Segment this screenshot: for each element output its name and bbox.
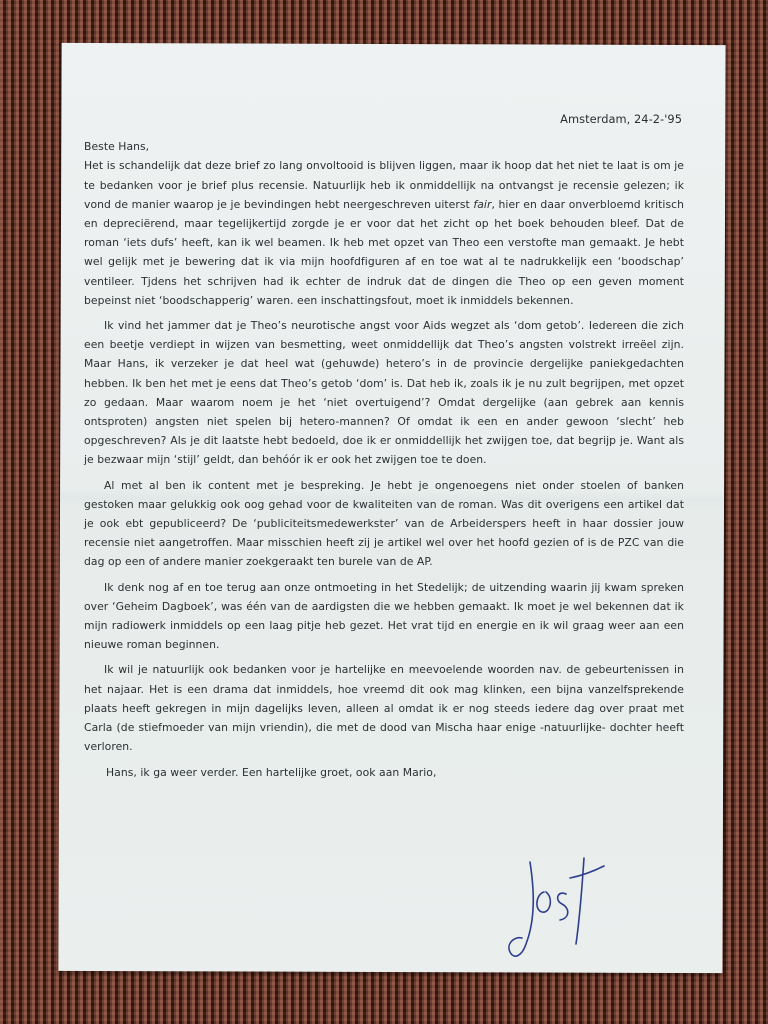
handwritten-signature: [500, 848, 610, 968]
paragraph-1-part-b: , hier en daar onverbloemd kritisch en depreciërend, maar tegelijkertijd zorgde je er voor dat het zicht op het boek behouden bleef. Dat de roman ‘iets dufs’ heeft, kan ik wel beamen. Ik heb met opzet van Theo een verstofte man gemaakt. Je hebt wel gelijk met je bewering dat ik via mijn hoofdfiguren af en toe wat al te nadrukkelijk een ‘boodschap’ ventileer. Tjdens het schrijven had ik echter de indruk dat de dingen die Theo op een geven moment bepeinst niet ‘boodschapperig’ waren. een inschattingsfout, moet ik inmiddels bekennen.: [84, 197, 685, 307]
paragraph-2: Ik vind het jammer dat je Theo’s neurotische angst voor Aids wegzet als ‘dom getob’. Iedereen die zich een beetje verdiept in wijzen van besmetting, weet onmiddellijk dat Theo’s angsten volstrekt irreëel zijn. Maar Hans, ik verzeker je dat heel wat (gehuwde) hetero’s in de provincie dergelijke paniekgedachten hebben. Ik ben het met je eens dat Theo’s getob ‘dom’ is. Dat heb ik, zoals ik je nu zult begrijpen, met opzet zo gedaan. Maar waarom noem je het ‘niet overtuigend’? Omdat dergelijke (aan gebrek aan kennis ontsproten) angsten niet spelen bij hetero-mannen? Of omdat ik een en ander gewoon ‘slecht’ heb opgeschreven? Als je dit laatste hebt bedoeld, doe ik er onmiddellijk het zwijgen toe, dat begrijp je. Want als je bezwaar mijn ‘stijl’ geldt, dan behóór ik er ook het zwijgen toe te doen.: [84, 319, 684, 467]
paragraph-1: [84, 156, 684, 310]
paragraph-4: Ik denk nog af en toe terug aan onze ontmoeting in het Stedelijk; de uitzending waarin jij kwam spreken over ‘Geheim Dagboek’, was één van de aardigsten die we hebben gemaakt. Ik moet je wel bekennen dat ik mijn radiowerk inmiddels op een laag pitje heb gezet. Het vrat tijd en energie en ik wil graag weer aan een nieuwe roman beginnen.: [84, 580, 684, 652]
letter-closing: Hans, ik ga weer verder. Een hartelijke groet, ook aan Mario,: [106, 765, 437, 779]
paragraph-1-fair: fair: [473, 197, 492, 211]
paragraph-1-part-a: Het is schandelijk dat deze brief zo lang onvoltooid is blijven liggen, maar ik hoop dat het niet te laat is om je te bedanken voor je brief plus recensie. Natuurlijk heb ik onmiddellijk na ontvangst je recensie gelezen; ik vond de manier waarop je je bevindingen hebt neergeschreven uiterst: [84, 159, 684, 211]
letter-salutation: Beste Hans,: [84, 140, 150, 154]
signature-stroke: [509, 858, 604, 956]
letter-body: [84, 110, 684, 782]
paragraph-3: Al met al ben ik content met je bespreking. Je hebt je ongenoegens niet onder stoelen of banken gestoken maar gelukkig ook oog gehad voor de kwaliteiten van de roman. Was dit overigens een artikel dat je ook ebt gepubliceerd? De ‘publiciteitsmedewerkster’ van de Arbeiderspers heeft in haar dossier jouw recensie niet aangetroffen. Maar misschien heeft zij je artikel wel over het hoofd gezien of is de PZC van die dag op een of andere manier zoekgeraakt ten burele van de AP.: [84, 478, 684, 569]
paragraph-5: Ik wil je natuurlijk ook bedanken voor je hartelijke en meevoelende woorden nav. de gebeurtenissen in het najaar. Het is een drama dat inmiddels, hoe vreemd dit ook mag klinken, een bijna vanzelfsprekende plaats heeft gekregen in mijn dagelijks leven, alleen al omdat ik er nog steeds iedere dag over praat met Carla (de stiefmoeder van mijn vriendin), die met de dood van Mischa haar enige -natuurlijke- dochter heeft verloren.: [84, 663, 684, 754]
letter-dateline: Amsterdam, 24-2-'95: [560, 112, 682, 126]
